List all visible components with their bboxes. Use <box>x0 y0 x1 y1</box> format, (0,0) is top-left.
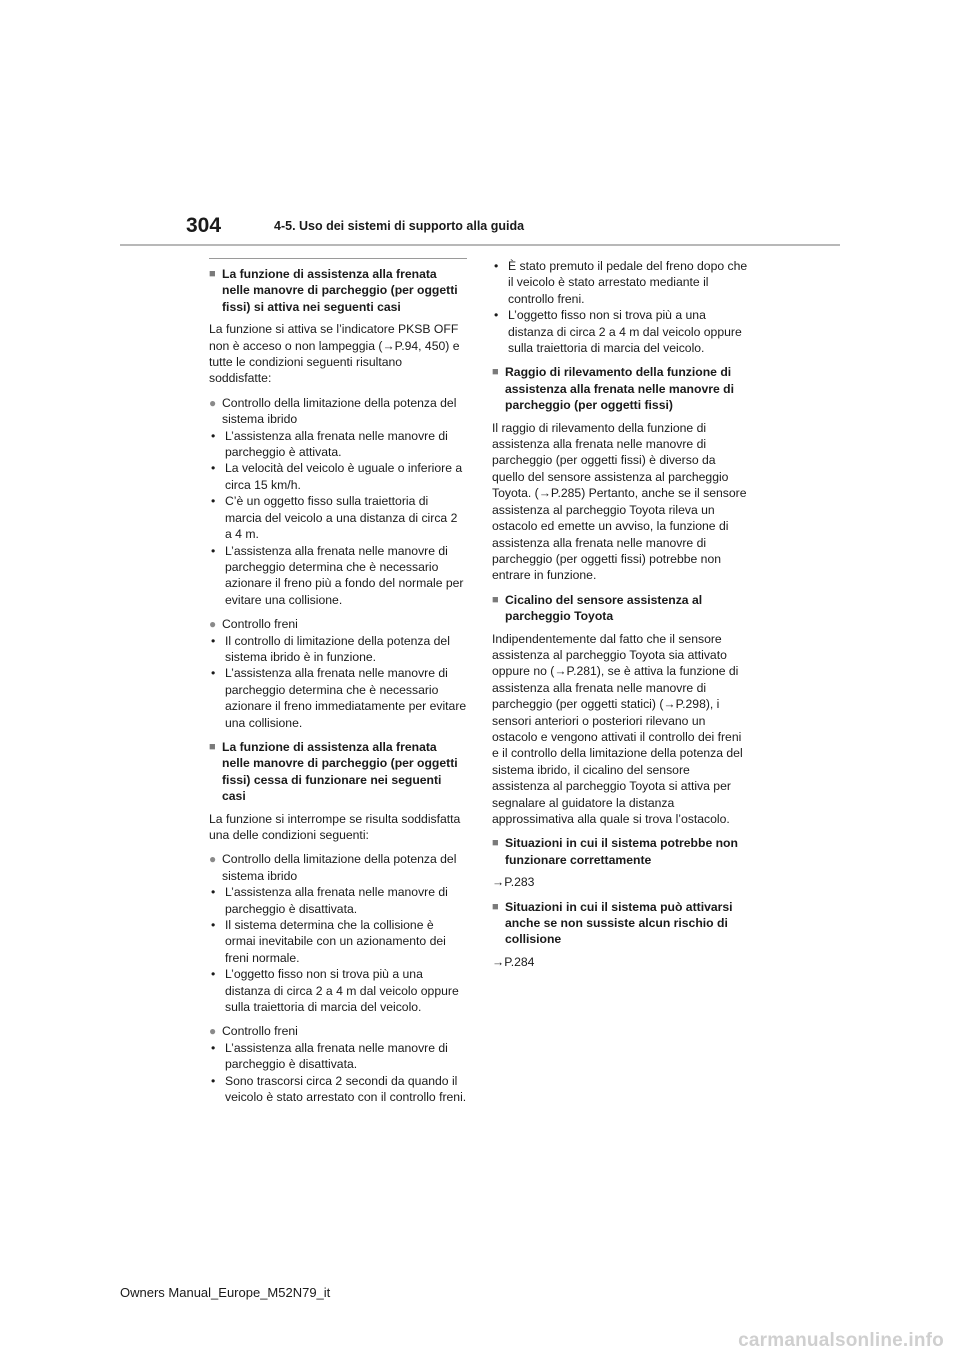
subheading <box>209 266 467 315</box>
list-item: • L’assistenza alla frenata nelle manovre di parcheggio determina che è necessario azionare il freno più a fondo del normale per evitare una collisione. <box>211 543 464 607</box>
subheading-text: Cicalino del sensore assistenza al parcheggio Toyota <box>505 592 703 624</box>
dot-icon: • <box>211 1040 216 1055</box>
list-item: • C’è un oggetto fisso sulla traiettoria di marcia del veicolo a una distanza di circa 2 a 4 m. <box>211 494 458 542</box>
list-item: • L’assistenza alla frenata nelle manovre di parcheggio è disattivata. <box>211 1040 448 1072</box>
list-item: • L’assistenza alla frenata nelle manovre di parcheggio è attivata. <box>211 428 448 460</box>
circle-bullet-group <box>209 395 467 608</box>
watermark: carmanualsonline.info <box>738 1330 944 1351</box>
dot-icon: • <box>211 461 216 476</box>
square-bullet-icon: ■ <box>492 366 499 379</box>
page-header <box>0 0 960 250</box>
list-item: • L’oggetto fisso non si trova più a una distanza di circa 2 a 4 m dal veicolo oppure sulla traiettoria di marcia del veicolo. <box>494 308 742 356</box>
column-divider <box>209 258 467 259</box>
dot-icon: • <box>211 494 216 509</box>
square-bullet-icon: ■ <box>492 593 499 606</box>
circle-bullet-icon: ● <box>209 1024 217 1039</box>
dot-icon: • <box>211 1073 216 1088</box>
list-item: • L’oggetto fisso non si trova più a una distanza di circa 2 a 4 m dal veicolo oppure sulla traiettoria di marcia del veicolo. <box>211 967 459 1015</box>
list-item: • È stato premuto il pedale del freno dopo che il veicolo è stato arrestato mediante il controllo freni. <box>494 259 748 306</box>
list-item: • La velocità del veicolo è uguale o inferiore a circa 15 km/h. <box>211 461 463 492</box>
list-item: • L’assistenza alla frenata nelle manovre di parcheggio è disattivata. <box>211 885 448 916</box>
circle-bullet-icon: ● <box>209 395 217 410</box>
header-divider <box>120 244 840 246</box>
paragraph: La funzione si interrompe se risulta soddisfatta una delle condizioni seguenti: <box>209 811 461 842</box>
page-reference-link[interactable]: →P.283 <box>492 875 535 890</box>
subheading <box>492 592 750 625</box>
dot-list-continuation <box>492 258 750 356</box>
list-item: • Sono trascorsi circa 2 secondi da quando il veicolo è stato arrestato con il controllo freni. <box>211 1073 467 1105</box>
bullet-title: Controllo della limitazione della potenza del sistema ibrido <box>222 395 457 427</box>
circle-bullet-group <box>209 1023 467 1105</box>
subheading-text: La funzione di assistenza alla frenata nelle manovre di parcheggio (per oggetti fissi) si attiva nei seguenti casi <box>222 267 458 314</box>
square-bullet-icon: ■ <box>209 268 216 280</box>
circle-bullet-icon: ● <box>209 852 217 867</box>
dot-icon: • <box>211 428 216 443</box>
list-item: • L’assistenza alla frenata nelle manovre di parcheggio determina che è necessario azionare il freno immediatamente per evitare una collisione. <box>211 666 467 730</box>
square-bullet-icon: ■ <box>492 900 499 913</box>
dot-icon: • <box>211 885 216 900</box>
paragraph: Il raggio di rilevamento della funzione di assistenza alla frenata nelle manovre di parcheggio (per oggetti fissi) è diverso da quello del sensore assistenza al parcheggio Toyota. (→P.285) Pertanto, anche se il sensore assistenza al parcheggio Toyota rileva un ostacolo ed emette un avviso, la funzione di assistenza alla frenata nelle manovre di parcheggio (per oggetti fissi) potrebbe non entrare in funzione. <box>492 420 747 583</box>
section-title: 4-5. Uso dei sistemi di supporto alla guida <box>274 219 525 233</box>
paragraph: Indipendentemente dal fatto che il sensore assistenza al parcheggio Toyota sia attivato oppure no (→P.281), se è attiva la funzione di assistenza alla frenata nelle manovre di parcheggio (per oggetti statici) (→P.298), i sensori anteriori o posteriori rilevano un ostacolo e vengono attivati il controllo dei freni e il controllo della limitazione della potenza del sistema ibrido, il cicalino del sensore assistenza al parcheggio Toyota si attiva per segnalare al guidatore la distanza approssimativa alla quale si trova l’ostacolo. <box>492 631 743 826</box>
square-bullet-icon: ■ <box>209 740 216 753</box>
bullet-title: Controllo freni <box>222 617 298 632</box>
page-number: 304 <box>186 214 222 237</box>
dot-icon: • <box>211 666 216 681</box>
list-item: • Il sistema determina che la collisione è ormai inevitabile con un azionamento dei freni normale. <box>211 918 446 965</box>
circle-bullet-group <box>209 851 467 1015</box>
dot-icon: • <box>211 633 216 648</box>
footer-manual-id: Owners Manual_Europe_M52N79_it <box>120 1285 331 1300</box>
subheading <box>492 364 750 413</box>
subheading-text: Situazioni in cui il sistema potrebbe non funzionare correttamente <box>505 836 738 867</box>
dot-icon: • <box>494 308 499 323</box>
subheading-text: Situazioni in cui il sistema può attivarsi anche se non sussiste alcun rischio di collisione <box>505 899 733 947</box>
right-column <box>492 258 750 978</box>
dot-icon: • <box>211 967 216 982</box>
bullet-title: Controllo della limitazione della potenza del sistema ibrido <box>222 852 457 883</box>
paragraph: La funzione si attiva se l’indicatore PKSB OFF non è acceso o non lampeggia (→P.94, 450) e tutte le condizioni seguenti risultano soddisfatte: <box>209 322 460 386</box>
subheading-text: La funzione di assistenza alla frenata nelle manovre di parcheggio (per oggetti fissi) cessa di funzionare nei seguenti casi <box>222 739 458 804</box>
circle-bullet-icon: ● <box>209 617 217 632</box>
dot-icon: • <box>211 918 216 933</box>
circle-bullet-group <box>209 616 467 731</box>
page-reference-link[interactable]: →P.284 <box>492 954 535 969</box>
bullet-title: Controllo freni <box>222 1024 298 1039</box>
dot-icon: • <box>211 543 216 558</box>
square-bullet-icon: ■ <box>492 837 499 850</box>
subheading <box>209 739 467 805</box>
dot-icon: • <box>494 259 499 273</box>
list-item: • Il controllo di limitazione della potenza del sistema ibrido è in funzione. <box>211 633 450 664</box>
left-column <box>209 258 467 1114</box>
subheading <box>492 899 750 948</box>
subheading-text: Raggio di rilevamento della funzione di assistenza alla frenata nelle manovre di parcheggio (per oggetti fissi) <box>505 365 734 413</box>
subheading <box>492 835 750 868</box>
